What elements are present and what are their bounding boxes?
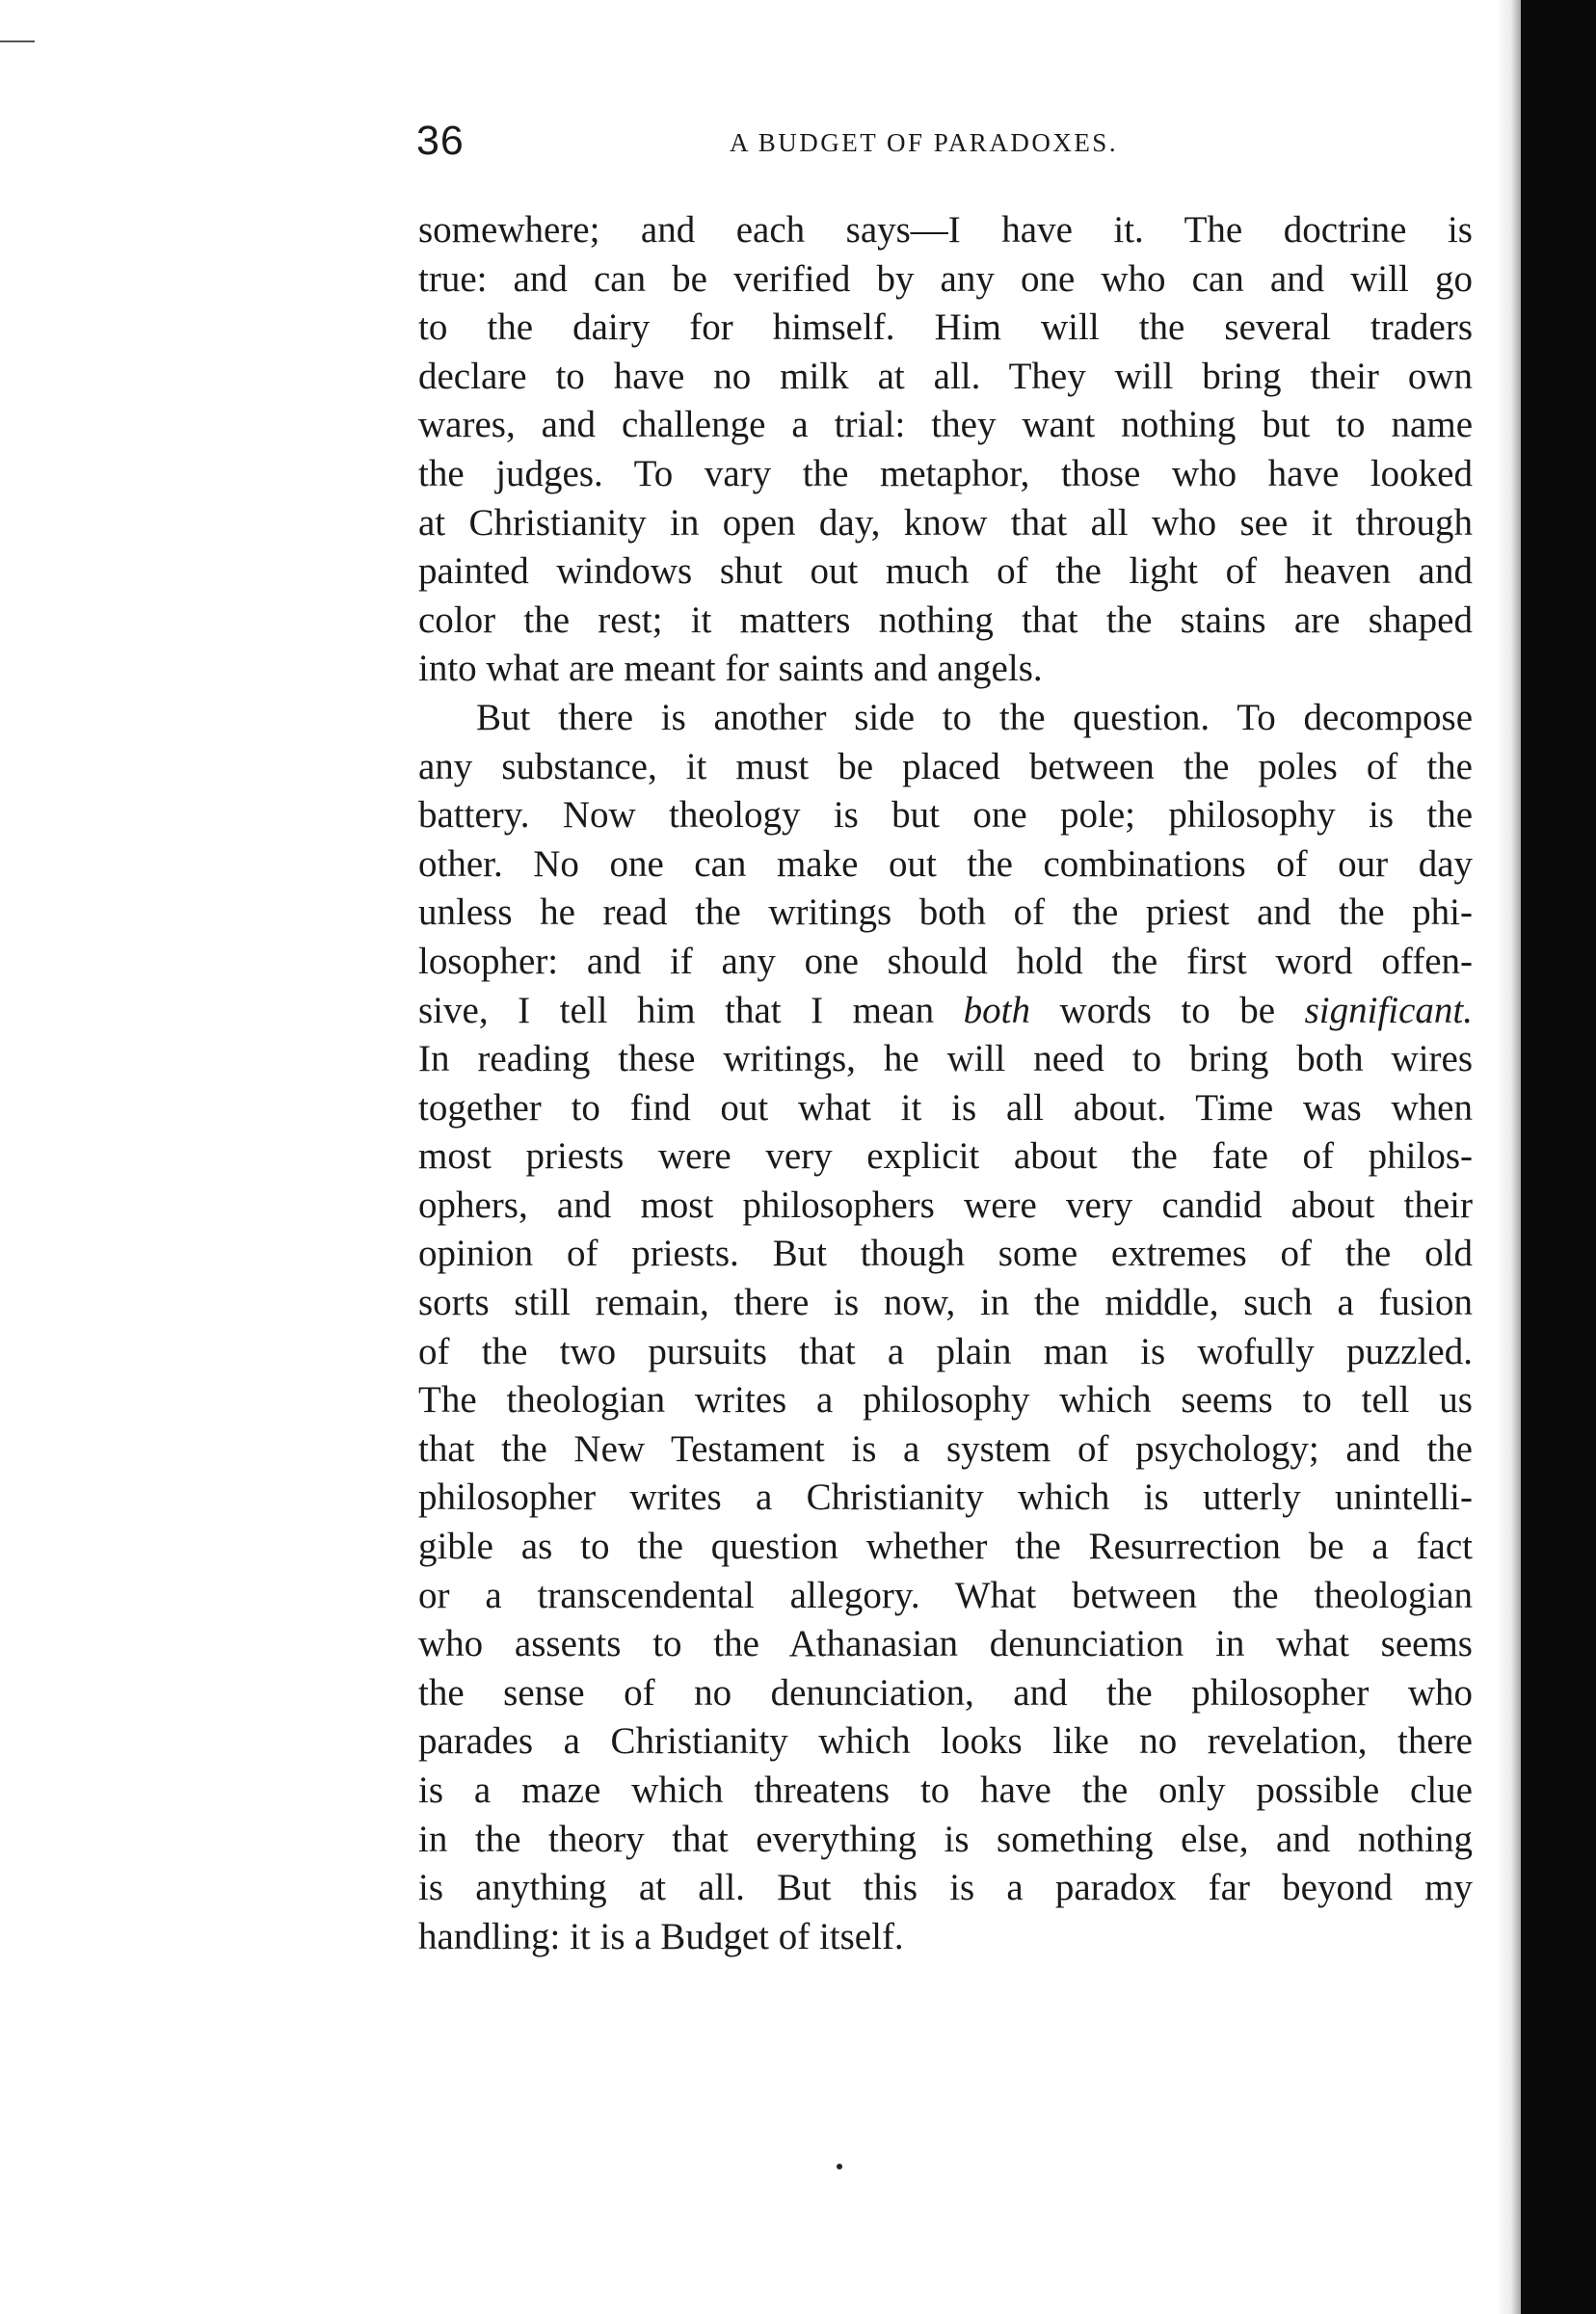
text-segment: sive, I tell him that I mean (418, 989, 935, 1031)
paragraph-1 (418, 206, 1473, 694)
paragraph-2 (418, 694, 1473, 1961)
emphasis-significant: significant. (1304, 989, 1474, 1031)
text-line: or a transcendental allegory. What between the theologian (418, 1574, 1473, 1616)
running-head: A BUDGET OF PARADOXES. (730, 128, 1119, 157)
text-line: The theologian writes a philosophy which seems to tell us (418, 1379, 1473, 1422)
text-line: handling: it is a Budget of itself. (418, 1915, 904, 1957)
text-line: is a maze which threatens to have the only possible clue (418, 1769, 1473, 1811)
body-text (418, 206, 1473, 1961)
text-line: But there is another side to the question. To decompose (476, 696, 1473, 738)
text-line: declare to have no milk at all. They will bring their own (418, 355, 1473, 397)
text-line: the sense of no denunciation, and the philosopher who (418, 1671, 1473, 1714)
page-number: 36 (416, 118, 465, 164)
text-line: in the theory that everything is something else, and nothing (418, 1818, 1473, 1860)
text-segment: words to be (1059, 989, 1276, 1031)
text-line: to the dairy for himself. Him will the several traders (418, 306, 1473, 349)
text-line: gible as to the question whether the Resurrection be a fact (418, 1526, 1473, 1568)
text-line: battery. Now theology is but one pole; philosophy is the (418, 794, 1473, 837)
ink-dot (837, 2164, 842, 2169)
text-line-with-emphasis (418, 987, 1473, 1036)
emphasis-both: both (963, 989, 1030, 1031)
text-line: the judges. To vary the metaphor, those who have looked (418, 452, 1473, 494)
text-line: is anything at all. But this is a paradox far beyond my (418, 1867, 1473, 1909)
text-line: opinion of priests. But though some extremes of the old (418, 1233, 1473, 1275)
text-line: ophers, and most philosophers were very candid about their (418, 1184, 1473, 1226)
text-line: wares, and challenge a trial: they want nothing but to name (418, 404, 1473, 446)
text-line: unless he read the writings both of the priest and the phi- (418, 891, 1473, 934)
text-line: most priests were very explicit about the fate of philos- (418, 1135, 1473, 1178)
text-line: who assents to the Athanasian denunciation in what seems (418, 1623, 1473, 1665)
text-line: losopher: and if any one should hold the first word offen- (418, 940, 1473, 982)
text-line: any substance, it must be placed between the poles of the (418, 745, 1473, 787)
text-line: somewhere; and each says—I have it. The doctrine is (418, 209, 1473, 251)
text-line: true: and can be verified by any one who can and will go (418, 257, 1473, 300)
page-edge-shadow (1496, 0, 1521, 2314)
scan-margin-mark (0, 40, 35, 42)
text-line: that the New Testament is a system of psychology; and the (418, 1427, 1473, 1470)
text-line: philosopher writes a Christianity which is utterly unintelli- (418, 1476, 1473, 1519)
text-line: sorts still remain, there is now, in the middle, such a fusion (418, 1282, 1473, 1324)
scan-border-right (1521, 0, 1596, 2314)
text-line: together to find out what it is all about. Time was when (418, 1086, 1473, 1129)
page-header (416, 114, 1476, 168)
text-line: other. No one can make out the combinations of our day (418, 842, 1473, 885)
text-line: of the two pursuits that a plain man is wofully puzzled. (418, 1330, 1473, 1372)
text-line: parades a Christianity which looks like no revelation, there (418, 1720, 1473, 1763)
text-line: color the rest; it matters nothing that the stains are shaped (418, 598, 1473, 641)
text-line: into what are meant for saints and angels. (418, 648, 1043, 690)
text-line: painted windows shut out much of the light of heaven and (418, 550, 1473, 593)
text-line: In reading these writings, he will need to bring both wires (418, 1038, 1473, 1080)
text-line: at Christianity in open day, know that all who see it through (418, 501, 1473, 544)
